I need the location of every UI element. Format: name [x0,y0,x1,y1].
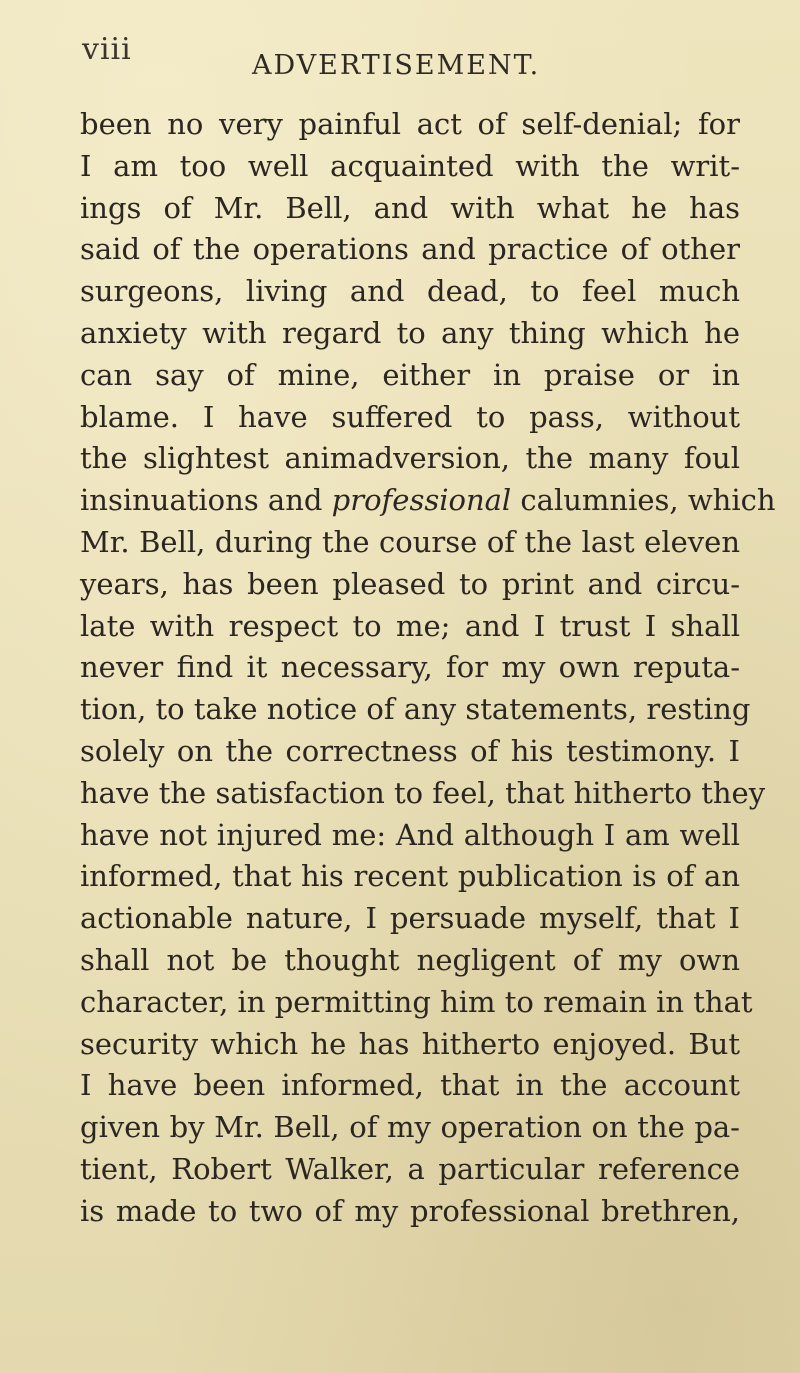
text-line: been no very painful act of self-denial; for [80,107,740,141]
text-line: have the satisfaction to feel, that hitherto they [80,775,766,810]
text-line: I have been informed, that in the account [80,1068,740,1103]
text-segment: calumnies, which [520,483,776,518]
text-line: have not injured me: And although I am well [80,817,740,852]
text-line: the slightest animadversion, the many foul [80,441,740,476]
text-line: actionable nature, I persuade myself, that I [80,901,740,936]
text-line: blame. I have suffered to pass, without [80,399,740,434]
text-line: tient, Robert Walker, a particular reference [80,1151,740,1186]
body-text [80,104,776,1233]
text-line: shall not be thought negligent of my own [80,942,740,977]
running-head [0,28,800,88]
text-line: surgeons, living and dead, to feel much [80,274,740,309]
text-line: I am too well acquainted with the writ- [80,148,740,183]
text-line: security which he has hitherto enjoyed. But [80,1026,740,1061]
text-segment: insinuations and [80,483,323,518]
text-line: anxiety with regard to any thing which he [80,315,740,350]
text-line: never find it necessary, for my own reputa- [80,650,740,685]
text-line: is made to two of my professional brethren, [80,1193,740,1228]
header-title: ADVERTISEMENT. [252,50,541,81]
page-number: viii [82,32,132,67]
italic-word: professional [331,483,512,518]
text-line: Mr. Bell, during the course of the last eleven [80,524,740,559]
text-line: character, in permitting him to remain in that [80,984,753,1019]
text-line: late with respect to me; and I trust I shall [80,608,740,643]
text-line: can say of mine, either in praise or in [80,357,740,392]
text-line: said of the operations and practice of other [80,232,740,267]
text-line: tion, to take notice of any statements, resting [80,692,751,727]
text-line-with-italic [80,480,776,522]
text-line: informed, that his recent publication is of an [80,859,740,894]
text-line: years, has been pleased to print and circu- [80,566,740,601]
text-line: solely on the correctness of his testimony. I [80,733,740,768]
text-line: given by Mr. Bell, of my operation on the pa- [80,1110,740,1145]
text-line: ings of Mr. Bell, and with what he has [80,190,740,225]
